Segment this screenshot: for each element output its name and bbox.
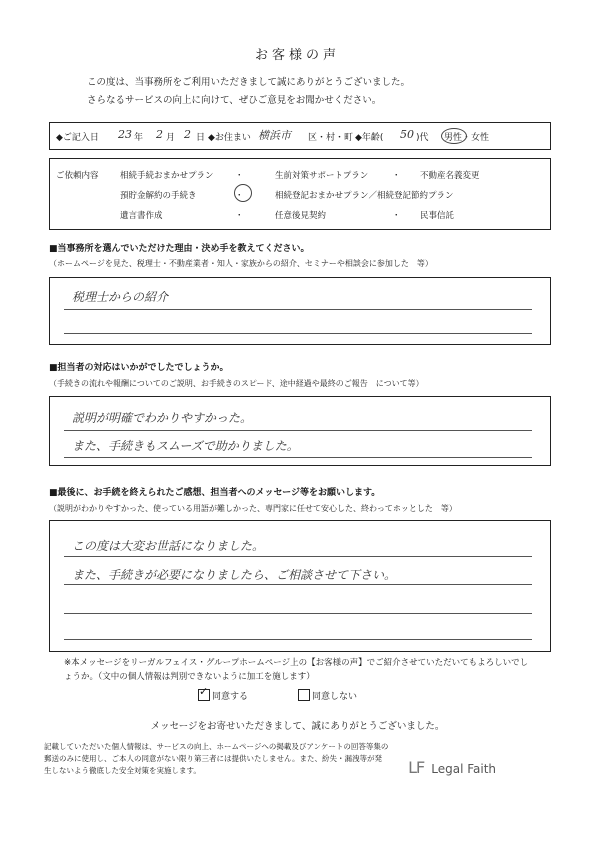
section1-heading: ■当事務所を選んでいただけた理由・決め手を教えてください。	[49, 244, 310, 254]
privacy-notice: 記載していただいた個人情報は、サービスの向上、ホームページへの掲載及びアンケートの回答等集の郵送のみに使用し、ご本人の同意がない限り第三者には提供いたしません。また、紛失・漏洩等が発生しないよう徹底した安全対策を実施します。	[44, 742, 389, 775]
address-units: 区・村・町	[308, 133, 354, 143]
section3-answer-line-2: また、手続きが必要になりましたら、ご相談させて下さい。	[72, 568, 397, 582]
logo-text: Legal Faith	[431, 762, 497, 776]
section3-answer-line-1: この度は大変お世話になりました。	[72, 539, 265, 553]
option-deposit-cancellation[interactable]: 預貯金解約の手続き	[120, 191, 197, 201]
publication-note: ※本メッセージをリーガルフェイス・グループホームページ上の【お客様の声】でご紹介させていただいてもよろしいでしょうか。（文中の個人情報は判別できないように加工を施します）	[64, 658, 529, 682]
intro-line-2: さらなるサービスの向上に向けて、ぜひご意見をお聞かせください。	[87, 95, 382, 106]
request-options-box	[49, 158, 551, 230]
section1-hint: （ホームページを見た、税理士・不動産業者・知人・家族からの紹介、セミナーや相談会に参加した 等）	[49, 259, 433, 268]
section3-answer-box[interactable]	[49, 520, 551, 652]
ruled-line	[64, 556, 532, 557]
section2-answer-line-1: 説明が明確でわかりやすかった。	[72, 411, 253, 425]
separator: ・	[392, 211, 401, 221]
section3-hint: （説明がわかりやすかった、使っている用語が難しかった、専門家に任せて安心した、終わってホッとした 等）	[49, 504, 457, 513]
month-unit: 月	[166, 133, 176, 143]
address-label: ◆お住まい	[208, 133, 251, 143]
section2-heading: ■担当者の対応はいかがでしたでしょうか。	[49, 363, 229, 373]
agree-checkbox[interactable]	[198, 685, 210, 701]
check-mark-icon: ✓	[199, 685, 209, 698]
date-label: ◆ご記入日	[56, 133, 99, 143]
age-unit: )代	[416, 133, 429, 143]
separator: ・	[235, 191, 244, 201]
lf-logo-mark: LF	[408, 758, 424, 777]
ruled-line	[64, 584, 532, 585]
disagree-checkbox[interactable]	[298, 689, 310, 701]
legal-faith-logo	[408, 758, 496, 777]
consent-disagree[interactable]	[298, 689, 357, 702]
year-unit: 年	[134, 133, 144, 143]
selected-circle-mark	[234, 184, 252, 202]
day-unit: 日	[196, 133, 206, 143]
ruled-line	[64, 639, 532, 640]
agree-label: 同意する	[212, 692, 249, 702]
disagree-label: 同意しない	[312, 692, 358, 702]
year-value[interactable]: 23	[118, 128, 132, 141]
option-guardianship[interactable]: 任意後見契約	[275, 211, 327, 221]
option-registration-plan[interactable]: 相続登記おまかせプラン／相続登記節約プラン	[275, 191, 454, 201]
age-label: ◆年齢(	[355, 133, 384, 143]
section2-answer-line-2: また、手続きもスムーズで助かりました。	[72, 439, 299, 453]
option-civil-trust[interactable]: 民事信託	[420, 211, 455, 221]
section3-heading: ■最後に、お手続を終えられたご感想、担当者へのメッセージ等をお願いします。	[49, 488, 381, 498]
thanks-message: メッセージをお寄せいただきまして、誠にありがとうございました。	[150, 721, 445, 732]
month-value[interactable]: 2	[156, 128, 163, 141]
option-real-estate-transfer[interactable]: 不動産名義変更	[420, 171, 480, 181]
separator: ・	[392, 171, 401, 181]
request-label: ご依頼内容	[56, 171, 99, 181]
ruled-line	[64, 430, 532, 431]
section2-hint: （手続きの流れや報酬についてのご説明、お手続きのスピード、途中経過や最終のご報告 について等）	[49, 379, 424, 388]
ruled-line	[64, 457, 532, 458]
consent-agree[interactable]	[198, 685, 249, 702]
section1-answer: 税理士からの紹介	[72, 290, 169, 304]
option-inheritance-plan[interactable]: 相続手続おまかせプラン	[120, 171, 214, 181]
ruled-line	[64, 309, 532, 310]
separator: ・	[235, 171, 244, 181]
gender-circle-mark	[441, 128, 467, 144]
age-value[interactable]: 50	[400, 128, 414, 141]
address-value[interactable]: 横浜市	[258, 129, 291, 142]
option-pre-planning[interactable]: 生前対策サポートプラン	[275, 171, 369, 181]
day-value[interactable]: 2	[184, 128, 191, 141]
intro-line-1: この度は、当事務所をご利用いただきまして誠にありがとうございました。	[87, 77, 411, 88]
visit-info-box	[49, 122, 551, 150]
page-title: お客様の声	[254, 48, 340, 63]
gender-options[interactable]: 男性・女性	[444, 133, 490, 143]
ruled-line	[64, 613, 532, 614]
section2-answer-box[interactable]	[49, 396, 551, 466]
section1-answer-box[interactable]	[49, 277, 551, 345]
separator: ・	[235, 211, 244, 221]
option-will-drafting[interactable]: 遺言書作成	[120, 211, 163, 221]
ruled-line	[64, 333, 532, 334]
